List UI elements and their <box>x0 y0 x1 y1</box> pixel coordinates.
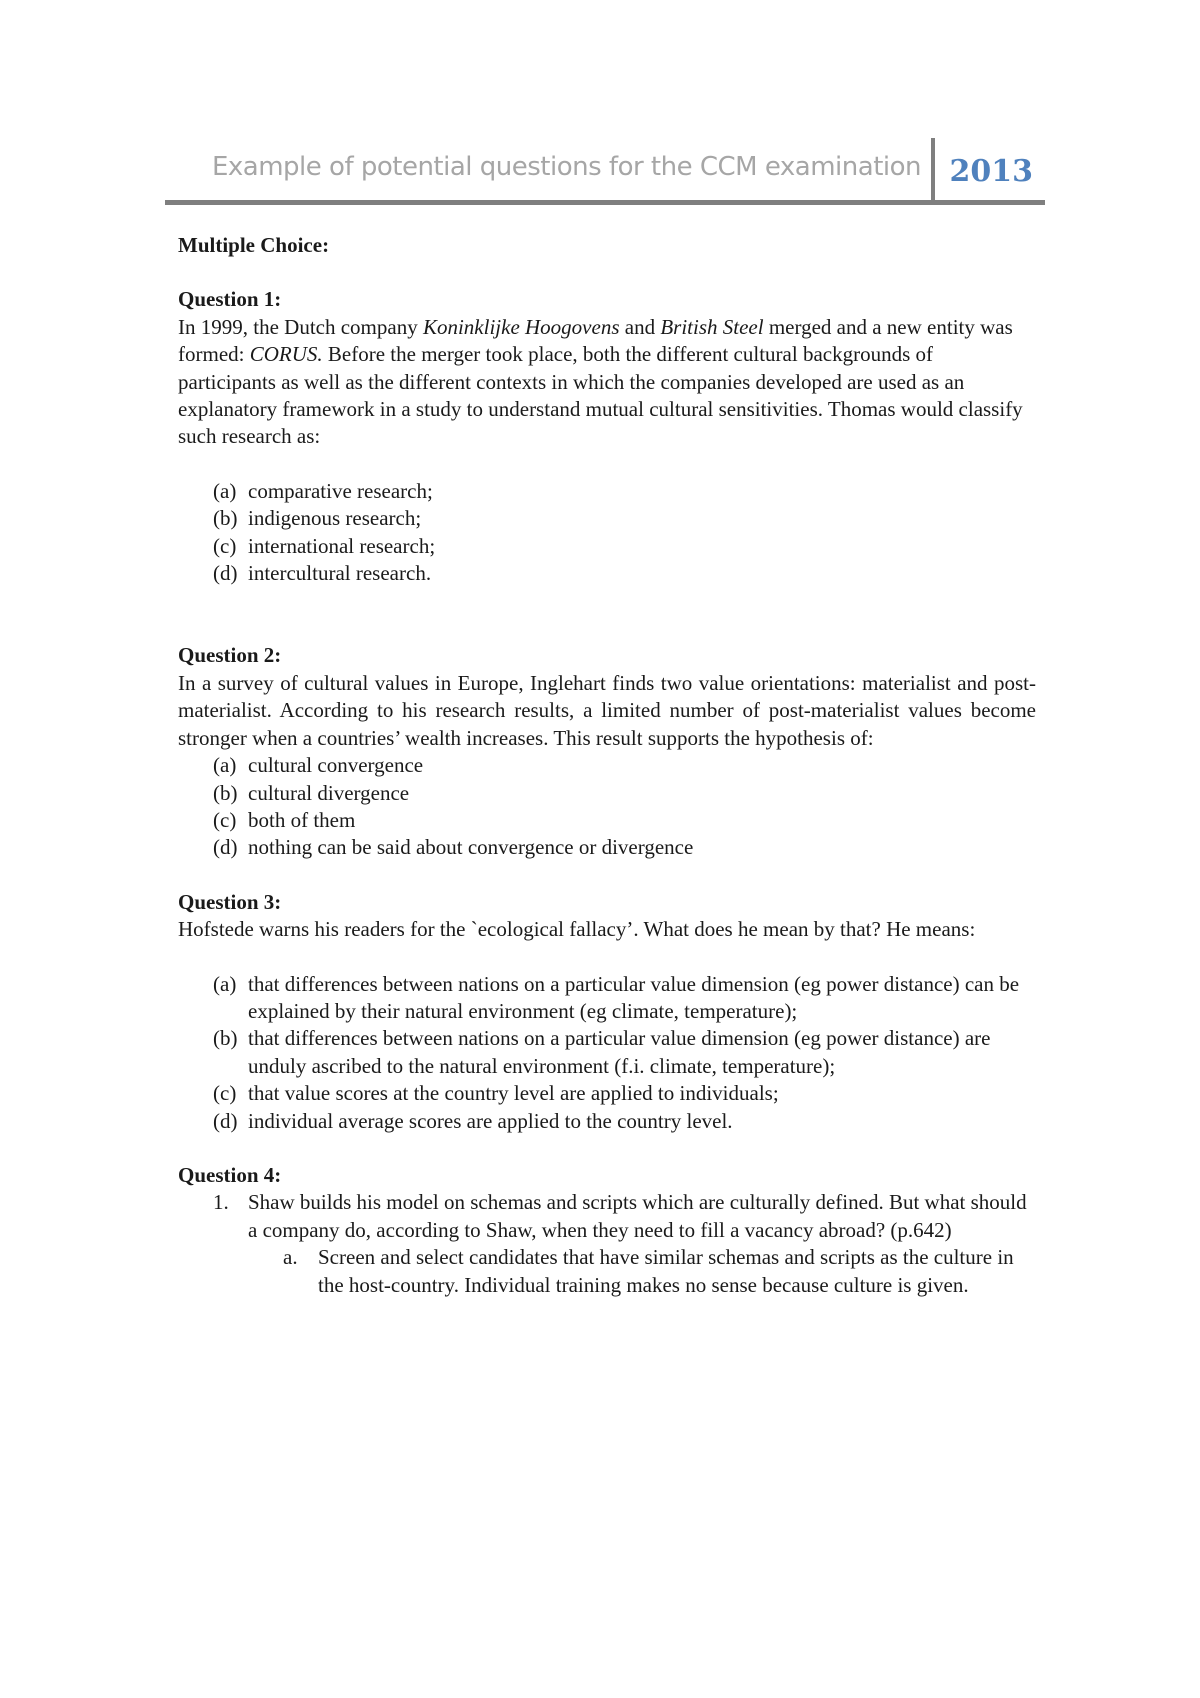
text-span: In 1999, the Dutch company <box>178 314 423 339</box>
option-text: that value scores at the country level are applied to individuals; <box>248 1081 779 1106</box>
answer-option <box>213 834 1036 861</box>
answer-option <box>213 807 1036 834</box>
answer-options <box>213 971 1036 1135</box>
item-text: Shaw builds his model on schemas and scripts which are culturally defined. But what should a company do, according to Shaw, when they need to fill a vacancy abroad? (p.642) <box>248 1190 1027 1242</box>
item-marker: 1. <box>213 1190 229 1215</box>
option-text: comparative research; <box>248 478 433 503</box>
company-name: Koninklijke Hoogovens <box>422 314 620 339</box>
option-text: that differences between nations on a particular value dimension (eg power distance) can be explained by their natural environment (eg climate, temperature); <box>248 971 1020 1023</box>
text-span: and <box>619 314 661 339</box>
section-title: Multiple Choice: <box>178 233 330 257</box>
question-1 <box>178 286 1036 587</box>
numbered-item <box>213 1189 1036 1299</box>
question-text <box>178 314 1036 451</box>
option-marker: (d) <box>213 835 238 860</box>
header-divider <box>931 138 935 202</box>
question-text: In a survey of cultural values in Europe, Inglehart finds two value orientations: materialist and post-materialist. According to his research results, a limited number of post-materialist values become stronger when a countries’ wealth increases. This result supports the hypothesis of: <box>178 670 1036 750</box>
company-name: CORUS. <box>249 342 323 367</box>
answer-option <box>213 478 1036 505</box>
answer-option <box>213 752 1036 779</box>
answer-option <box>213 560 1036 587</box>
sub-option <box>283 1244 1036 1299</box>
option-marker: (c) <box>213 533 237 558</box>
text-span: merged and a new entity was formed: <box>178 314 1013 367</box>
option-marker: (b) <box>213 506 238 531</box>
option-text: both of them <box>248 807 356 832</box>
option-text: cultural convergence <box>248 753 424 778</box>
question-3 <box>178 889 1036 1135</box>
header-rule <box>165 200 1045 205</box>
option-marker: (c) <box>213 1081 237 1106</box>
answer-option <box>213 1025 1036 1080</box>
option-marker: (b) <box>213 1026 238 1051</box>
option-marker: (a) <box>213 478 237 503</box>
numbered-list <box>213 1189 1036 1299</box>
answer-option <box>213 533 1036 560</box>
answer-option <box>213 780 1036 807</box>
document-body <box>178 232 1036 1299</box>
option-text: cultural divergence <box>248 780 410 805</box>
header-title: Example of potential questions for the CCM examination <box>211 152 921 182</box>
sub-option-marker: a. <box>283 1245 298 1270</box>
sub-options <box>283 1244 1036 1299</box>
answer-options <box>213 478 1036 588</box>
answer-option <box>213 971 1036 1026</box>
option-text: that differences between nations on a particular value dimension (eg power distance) are unduly ascribed to the natural environment (f.i. climate, temperature); <box>248 1026 991 1078</box>
option-text: intercultural research. <box>248 561 432 586</box>
question-title: Question 2: <box>178 643 282 668</box>
option-marker: (a) <box>213 971 237 996</box>
question-title: Question 4: <box>178 1162 282 1187</box>
sub-option-text: Screen and select candidates that have similar schemas and scripts as the culture in the host-country. Individual training makes no sense because culture is given. <box>318 1245 1014 1297</box>
question-title: Question 3: <box>178 889 282 914</box>
question-2 <box>178 642 1036 861</box>
item-content <box>248 1189 1036 1299</box>
option-marker: (c) <box>213 807 237 832</box>
option-marker: (b) <box>213 780 238 805</box>
answer-options <box>213 752 1036 862</box>
answer-option <box>213 1080 1036 1107</box>
option-text: nothing can be said about convergence or divergence <box>248 835 694 860</box>
option-text: individual average scores are applied to the country level. <box>248 1108 733 1133</box>
header-year: 2013 <box>949 154 1033 189</box>
question-title: Question 1: <box>178 287 282 312</box>
option-marker: (d) <box>213 1108 238 1133</box>
question-4 <box>178 1162 1036 1299</box>
company-name: British Steel <box>660 314 764 339</box>
answer-option <box>213 1108 1036 1135</box>
option-text: international research; <box>248 533 436 558</box>
option-marker: (a) <box>213 753 237 778</box>
option-text: indigenous research; <box>248 506 422 531</box>
text-span: Before the merger took place, both the different cultural backgrounds of participants as well as the different contexts in which the companies developed are used as an explanatory framework in a study to understand mutual cultural sensitivities. Thomas would classify such research as: <box>178 342 1023 449</box>
question-text: Hofstede warns his readers for the `ecological fallacy’. What does he mean by that? He means: <box>178 917 976 942</box>
answer-option <box>213 505 1036 532</box>
page-header <box>165 138 1045 206</box>
option-marker: (d) <box>213 561 238 586</box>
